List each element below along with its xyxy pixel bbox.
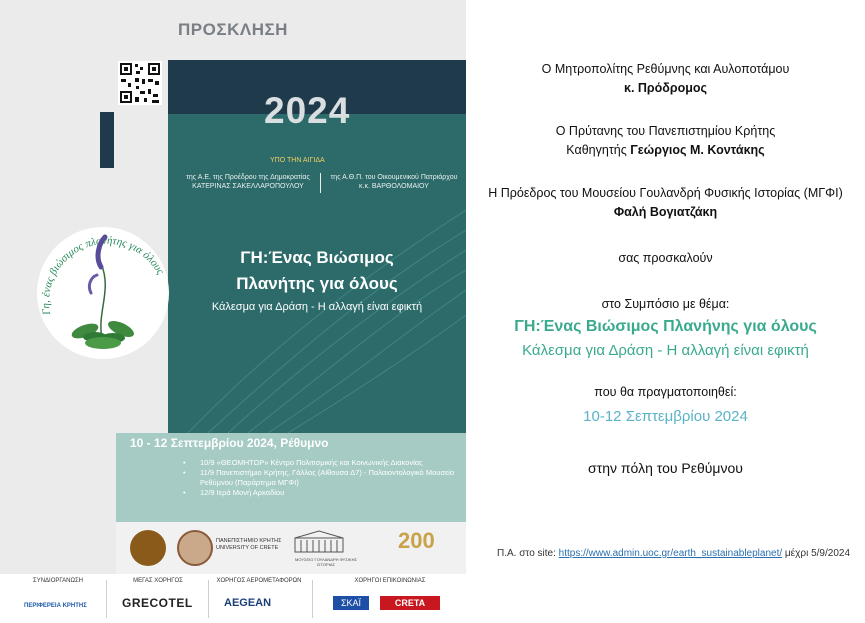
creta-logo: CRETA bbox=[380, 596, 440, 610]
sponsor-divider bbox=[208, 580, 209, 618]
invite-verb: σας προσκαλούν bbox=[618, 251, 713, 265]
venue-item: • 12/9 Ιερά Μονή Αρκαδίου bbox=[183, 488, 466, 498]
museum-name: ΜΟΥΣΕΙΟ ΓΟΥΛΑΝΔΡΗ ΦΥΣΙΚΗΣ ΙΣΤΟΡΙΑΣ bbox=[295, 557, 357, 567]
patron-president-name: ΚΑΤΕΡΙΝΑΣ ΣΑΚΕΛΛΑΡΟΠΟΥΛΟΥ bbox=[192, 183, 304, 190]
host-metropolitan-title: Ο Μητροπολίτης Ρεθύμνης και Αυλοποτάμου bbox=[541, 62, 790, 76]
university-name-gr: ΠΑΝΕΠΙΣΤΗΜΙΟ ΚΡΗΤΗΣ bbox=[216, 538, 282, 544]
patron-patriarch bbox=[322, 173, 466, 191]
logo-arc-text: Γη, ένας βιώσιμος πλανήτης για όλους bbox=[39, 234, 167, 316]
symposium-title: ΓΗ:Ένας Βιώσιμος Πλανήνης για όλους bbox=[514, 318, 817, 335]
symposium-intro: στο Συμπόσιο με θέμα: bbox=[601, 297, 730, 311]
rsvp-deadline: μέχρι 5/9/2024 bbox=[782, 548, 851, 559]
symposium-logo bbox=[25, 213, 187, 363]
university-seal-logo bbox=[177, 530, 213, 566]
metropolis-seal-logo bbox=[130, 530, 166, 566]
host-metropolitan-name: κ. Πρόδρομος bbox=[623, 81, 708, 95]
sponsor-caption-grand: ΜΕΓΑΣ ΧΟΡΗΓΟΣ bbox=[133, 578, 183, 584]
aegean-logo: AEGEAN bbox=[224, 597, 272, 609]
poster-heading-line1: ΓΗ:Ένας Βιώσιμος bbox=[240, 248, 394, 267]
venue-item: • 10/9 «ΘΕΟΜΗΤΩΡ» Κέντρο Πολιτισμικής και Κοινωνικής Διακονίας bbox=[183, 458, 466, 468]
sponsor-caption-air: ΧΟΡΗΓΟΣ ΑΕΡΟΜΕΤΑΦΟΡΩΝ bbox=[216, 578, 302, 584]
patron-patriarch-name: κ.κ. ΒΑΡΘΟΛΟΜΑΙΟΥ bbox=[359, 183, 429, 190]
symposium-subtitle: Κάλεσμα για Δράση - Η αλλαγή είναι εφικτή bbox=[522, 342, 809, 359]
patron-president bbox=[176, 173, 320, 191]
poster-title: ΠΡΟΣΚΛΗΣΗ bbox=[178, 20, 288, 39]
venue-list bbox=[183, 458, 466, 498]
poster-heading-subtitle: Κάλεσμα για Δράση - Η αλλαγή είναι εφικτή bbox=[211, 301, 423, 313]
museum-building-logo bbox=[293, 530, 345, 554]
anniversary-logo: 200 bbox=[398, 528, 435, 553]
sponsor-divider bbox=[106, 580, 107, 618]
patron-president-title: της Α.Ε. της Προέδρου της Δημοκρατίας bbox=[186, 174, 310, 181]
host-rector-name-line bbox=[466, 143, 865, 157]
patron-patriarch-title: της Α.Θ.Π. του Οικουμενικού Πατριάρχου bbox=[330, 174, 458, 181]
university-name bbox=[216, 538, 281, 552]
auspices-label: ΥΠΟ ΤΗΝ ΑΙΓΙΔΑ bbox=[270, 157, 325, 164]
venue-item: • 11/9 Πανεπιστήμιο Κρήτης, Γάλλος (Αίθουσα Δ7) - Παλαιοντολογικό Μουσείο Ρεθύμνου (Παράρτημα ΜΓΦΙ) bbox=[183, 468, 466, 488]
qr-code bbox=[118, 61, 162, 105]
rsvp-prefix: Π.Α. στο site: bbox=[497, 548, 559, 559]
host-museum-name: Φαλή Βογιατζάκη bbox=[613, 205, 718, 219]
host-rector-title: Ο Πρύτανης του Πανεπιστημίου Κρήτης bbox=[555, 124, 776, 138]
university-name-en: UNIVERSITY OF CRETE bbox=[216, 545, 279, 551]
patron-divider bbox=[320, 173, 321, 193]
event-dates: 10-12 Σεπτεμβρίου 2024 bbox=[583, 408, 748, 425]
poster-date: 10 - 12 Σεπτεμβρίου 2024, Ρέθυμνο bbox=[130, 436, 329, 450]
grecotel-logo: GRECOTEL bbox=[122, 596, 193, 610]
sponsor-caption-coorganizer: ΣΥΝΔΙΟΡΓΑΝΩΣΗ bbox=[32, 578, 83, 584]
accent-bar bbox=[100, 112, 114, 168]
host-museum-title: Η Πρόεδρος του Μουσείου Γουλανδρή Φυσικής Ιστορίας (ΜΓΦΙ) bbox=[488, 186, 843, 200]
event-intro: που θα πραγματοποιηθεί: bbox=[594, 385, 737, 399]
rsvp-link[interactable]: https://www.admin.uoc.gr/earth_sustainableplanet/ bbox=[558, 548, 783, 559]
year-label: 2024 bbox=[264, 90, 351, 131]
sponsor-caption-media: ΧΟΡΗΓΟΙ ΕΠΙΚΟΙΝΩΝΙΑΣ bbox=[354, 578, 426, 584]
skai-logo: ΣΚΑΪ bbox=[333, 596, 369, 610]
poster-heading-line2: Πλανήτης για όλους bbox=[236, 274, 398, 293]
event-city: στην πόλη του Ρεθύμνου bbox=[588, 460, 743, 476]
region-crete-logo: ΠΕΡΙΦΕΡΕΙΑ ΚΡΗΤΗΣ bbox=[24, 603, 87, 609]
rsvp-note bbox=[497, 548, 850, 559]
host-rector-prefix: Καθηγητής bbox=[566, 143, 631, 157]
host-rector-name: Γεώργιος Μ. Κοντάκης bbox=[630, 143, 765, 157]
sponsor-divider bbox=[312, 580, 313, 618]
